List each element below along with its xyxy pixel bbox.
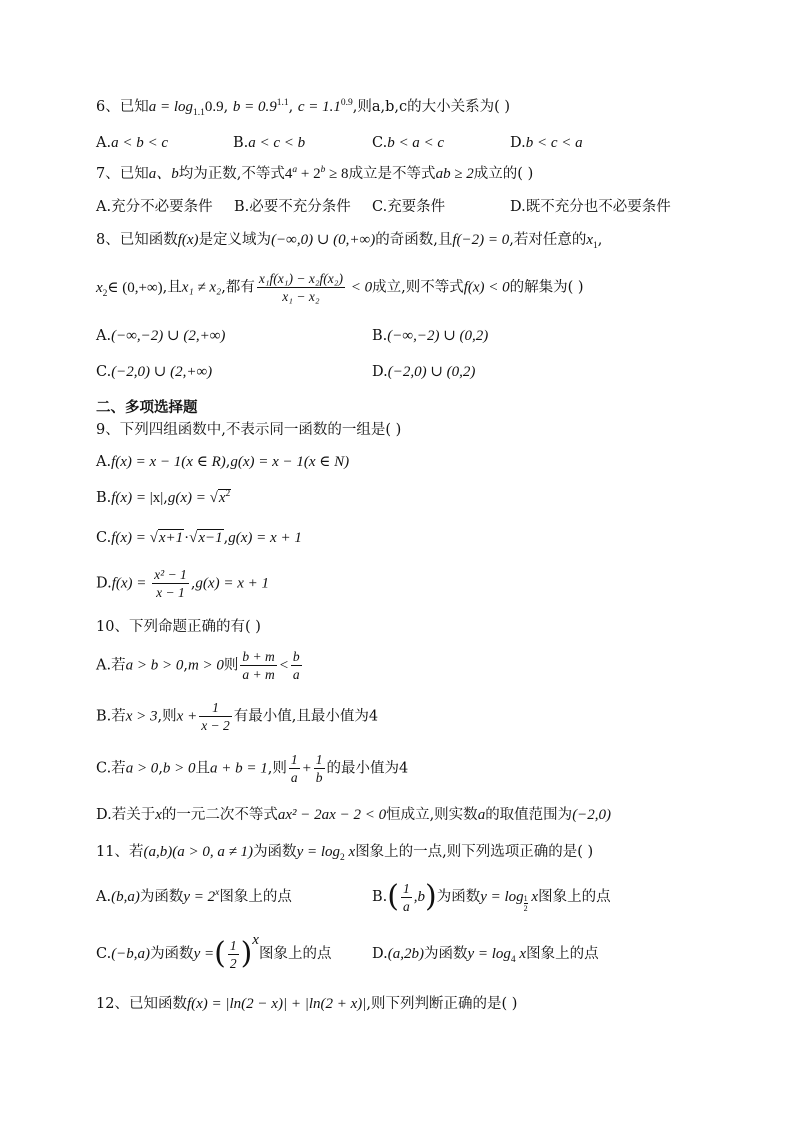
q12-function: f(x) = |ln(2 − x)| + |ln(2 + x)| bbox=[186, 996, 367, 1012]
question-7: 7、已知a、b均为正数,不等式$4^a + 2^b \ge 8$成立是不等式ab ≥ 2成立的( ) bbox=[96, 165, 534, 182]
q7-option-c: C.充要条件 bbox=[372, 199, 446, 215]
q11-option-d: D.(a,2b)为函数$y = \log_4 x$图象上的点 bbox=[372, 946, 599, 965]
q11-option-b: B.( $\frac{1}{a}$ ,b)为函数y = log $_{\frac{1}{2}}$ x图象上的点 bbox=[372, 879, 611, 914]
q7-option-a: A.充分不必要条件 bbox=[96, 199, 213, 215]
q11-option-c: C.(−b,a)为函数y =( $\frac{1}{2}$ )$^x$图象上的点 bbox=[96, 932, 332, 971]
q6-number: 6、已知 bbox=[96, 99, 149, 115]
q6-option-d: D.b < c < a bbox=[510, 135, 583, 151]
q6-def-a: $a = \log_{1.1}0.9$ bbox=[148, 99, 224, 118]
question-11: 11、若(a,b)(a > 0, a ≠ 1)为函数$y = \log_2 x$图象上的一点,则下列选项正确的是( ) bbox=[96, 844, 594, 863]
q7-inequality: $4^a + 2^b \ge 8$ bbox=[284, 165, 349, 182]
q9-option-b: $B.f(x) = |x|,g(x) = √x^2$ bbox=[96, 489, 231, 506]
question-10: 10、下列命题正确的有( ) bbox=[96, 619, 261, 635]
question-12: 12、已知函数f(x) = |ln(2 − x)| + |ln(2 + x)|,则下列判断正确的是( ) bbox=[96, 996, 518, 1012]
q9-option-a: A.f(x) = x − 1(x ∈ R),g(x) = x − 1(x ∈ N) bbox=[96, 454, 350, 470]
q10-option-b: B.若x > 3,则x + $\frac{1}{x - 2}$ 有最小值,且最小值为4 bbox=[96, 700, 379, 733]
section-heading-multiple-choice: 二、多项选择题 bbox=[96, 400, 198, 416]
q9-option-c: C.f(x) = √x+1·√x−1,g(x) = x + 1 bbox=[96, 530, 302, 546]
q7-option-d: D.既不充分也不必要条件 bbox=[510, 199, 671, 215]
q8-option-c: C.(−2,0) ∪ (2,+∞) bbox=[96, 364, 213, 380]
q10-option-a: A.若a > b > 0,m > 0则 $\frac{b + m}{a + m}$ < $\frac{b}{a}$ bbox=[96, 649, 300, 682]
q9-option-d: D.f(x) = $\frac{\text{x² − 1}}{x - 1}$ ,g(x) = x + 1 bbox=[96, 567, 269, 600]
q8-domain: (−∞,0) ∪ (0,+∞) bbox=[271, 232, 376, 248]
q7-vars: a、b bbox=[148, 166, 179, 182]
q7-option-b: B.必要不充分条件 bbox=[234, 199, 351, 215]
question-8-line-1: 8、已知函数f(x)是定义域为(−∞,0) ∪ (0,+∞)的奇函数,且f(−2) = 0,若对任意的$x_1$, bbox=[96, 232, 603, 251]
q8-option-b: B.(−∞,−2) ∪ (0,2) bbox=[372, 328, 489, 344]
q8-fraction: $\frac{\text{x₁f(x₁) − x₂f(x₂)}}{\text{x₁ − x₂}}$ bbox=[258, 271, 343, 304]
q6-def-c: $c = 1.1^{0.9}$ bbox=[297, 98, 353, 115]
q6-option-a: A.a < b < c bbox=[96, 135, 168, 151]
q8-option-a: A.(−∞,−2) ∪ (2,+∞) bbox=[96, 328, 226, 344]
q6-tail: ,则a,b,c的大小关系为( ) bbox=[352, 99, 511, 115]
question-9: 9、下列四组函数中,不表示同一函数的一组是( ) bbox=[96, 422, 402, 438]
q8-option-d: D.(−2,0) ∪ (0,2) bbox=[372, 364, 476, 380]
question-8-line-2: $x_2\in$ (0,+∞),且x₁ ≠ x₂,都有 $\frac{\text{x₁f(x₁) − x₂f(x₂)}}{\text{x₁ − x₂}}$ < 0成立,则不等式f(x) < 0的解集为( ) bbox=[96, 271, 584, 304]
q10-option-d: D.若关于x的一元二次不等式ax² − 2ax − 2 < 0恒成立,则实数a的取值范围为(−2,0) bbox=[96, 807, 612, 823]
q6-option-c: C.b < a < c bbox=[372, 135, 445, 151]
q6-option-b: B.a < c < b bbox=[233, 135, 306, 151]
q10-option-c: C.若a > 0,b > 0且a + b = 1,则 $\frac{1}{a}$ + $\frac{1}{b}$ 的最小值为4 bbox=[96, 752, 409, 785]
q6-def-b: $b = 0.9^{1.1}$ bbox=[232, 98, 289, 115]
q11-option-a: A.(b,a)为函数$y = 2^x$图象上的点 bbox=[96, 888, 292, 905]
question-6: 6、已知$a = \log_{1.1}0.9$, $b = 0.9^{1.1}$, $c = 1.1^{0.9}$,则a,b,c的大小关系为( ) bbox=[96, 98, 511, 118]
q7-ab: ab ≥ 2 bbox=[435, 166, 474, 182]
